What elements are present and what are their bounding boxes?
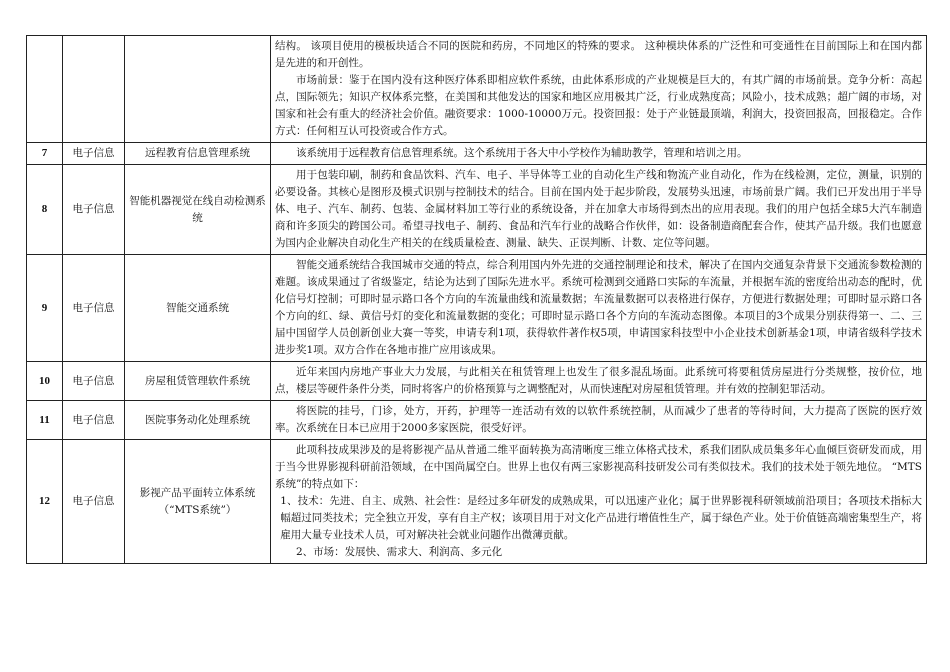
row-number: 10 <box>27 362 63 401</box>
project-description <box>271 401 927 440</box>
description-paragraph: 市场前景：鉴于在国内没有这种医疗体系即相应软件系统，由此体系形成的产业规模是巨大的，有其广阔的市场前景。竞争分析：高起点，国际领先；知识产权体系完整，在美国和其他发达的国家和地区应用极其广泛，行业成熟度高；风险小，技术成熟；超广阔的市场，对国家和社会有重大的经济社会价值。融资要求：1000-10000万元。投资回报：处于产业链最顶端，利润大，投资回报高，回报稳定。合作方式：任何相互认可投资或合作方式。 <box>275 74 922 137</box>
table-row <box>27 143 927 165</box>
row-number: 12 <box>27 440 63 564</box>
description-paragraph: 近年来国内房地产事业大力发展，与此相关在租赁管理上也发生了很多混乱场面。此系统可将要租赁房屋进行分类规整，按价位，地点，楼层等硬件条件分类，同时将客户的价格预算与之调整配对，从而快速配对房屋租赁管理。并有效的控制犯罪活动。 <box>275 366 922 395</box>
description-paragraph: 结构。 该项目使用的模板块适合不同的医院和药房，不同地区的特殊的要求。 这种模块体系的广泛性和可变通性在目前国际上和在国内都是先进的和开创性。 <box>275 40 922 69</box>
project-description <box>271 440 927 564</box>
project-name: 智能交通系统 <box>125 255 271 362</box>
table-row <box>27 401 927 440</box>
row-category: 电子信息 <box>63 143 125 165</box>
row-number: 8 <box>27 165 63 255</box>
description-paragraph: 将医院的挂号，门诊，处方，开药，护理等一连活动有效的以软件系统控制，从而减少了患者的等待时间，大力提高了医院的医疗效率。次系统在日本已应用于2000多家医院，很受好评。 <box>275 405 922 434</box>
table-row <box>27 165 927 255</box>
project-name: 远程教育信息管理系统 <box>125 143 271 165</box>
row-number <box>27 36 63 143</box>
description-paragraph: 该系统用于远程教育信息管理系统。这个系统用于各大中小学校作为辅助教学，管理和培训之用。 <box>296 147 748 159</box>
row-number: 11 <box>27 401 63 440</box>
row-category: 电子信息 <box>63 440 125 564</box>
project-name: 医院事务动化处理系统 <box>125 401 271 440</box>
row-category: 电子信息 <box>63 362 125 401</box>
project-description <box>271 36 927 143</box>
project-name: 房屋租赁管理软件系统 <box>125 362 271 401</box>
project-description <box>271 362 927 401</box>
table-row <box>27 255 927 362</box>
table-row <box>27 362 927 401</box>
project-description <box>271 143 927 165</box>
row-category: 电子信息 <box>63 165 125 255</box>
row-category <box>63 36 125 143</box>
row-category: 电子信息 <box>63 255 125 362</box>
description-paragraph: 用于包装印刷，制药和食品饮料、汽车、电子、半导体等工业的自动化生产线和物流产业自动化，作为在线检测，定位，测量，识别的必要设备。其核心是图形及模式识别与控制技术的结合。目前在国内处于起步阶段，发展势头迅速，市场前景广阔。我们已开发出用于半导体、电子、汽车、制药、包装、金属材料加工等行业的系统设备，并在加拿大市场得到杰出的应用表现。我们的用户包括全球5大汽车制造商和许多顶尖的跨国公司。希望寻找电子、制药、食品和汽车行业的战略合作伙伴，如：设备制造商配套合作，使其产品升级。我们也愿意为国内企业解决自动化生产相关的在线质量检查、测量、缺失、正误判断、计数、定位等问题。 <box>275 169 922 249</box>
project-table <box>26 35 927 564</box>
project-name <box>125 36 271 143</box>
project-description <box>271 255 927 362</box>
description-paragraph: 1、技术：先进、自主、成熟、社会性：是经过多年研发的成熟成果，可以迅速产业化；属于世界影视科研领域前沿项目；各项技术指标大幅超过同类技术；完全独立开发，享有自主产权；该项目用于对文化产品进行增值性生产，属于绿色产业。处于价值链高端密集型生产，将雇用大量专业技术人员，可对解决社会就业问题作出微薄贡献。 <box>280 495 922 541</box>
project-name: 影视产品平面转立体系统（“MTS系统”） <box>125 440 271 564</box>
row-category: 电子信息 <box>63 401 125 440</box>
description-paragraph: 此项科技成果涉及的是将影视产品从普通二维平面转换为高清晰度三维立体格式技术，系我们团队成员集多年心血倾巨资研发而成，用于当今世界影视科研前沿领域，在中国尚属空白。世界上也仅有两三家影视高科技研发公司有类似技术。我们的技术处于领先地位。 “MTS系统”的特点如下： <box>275 444 922 490</box>
table-row <box>27 36 927 143</box>
description-paragraph: 智能交通系统结合我国城市交通的特点，综合利用国内外先进的交通控制理论和技术，解决了在国内交通复杂背景下交通流参数检测的难题。该成果通过了省级鉴定，结论为达到了国际先进水平。系统可检测到交通路口实际的车流量，并根据车流的密度给出动态的配时，优化信号灯控制；可即时显示路口各个方向的车流量曲线和流量数据；车流量数据可以表格进行保存，方便进行数据处理；可即时显示路口各个方向的红、绿、黄信号灯的变化和流量数据的变化；可即时显示路口各个方向的车流动态图像。本项目的3个成果分别获得第一、二、三届中国留学人员创新创业大赛一等奖，申请专利1项，获得软件著作权5项，申请国家科技型中小企业技术创新基金1项，申请省级科学技术进步奖1项。双方合作在各地市推广应用该成果。 <box>275 259 922 356</box>
project-name: 智能机器视觉在线自动检测系统 <box>125 165 271 255</box>
row-number: 7 <box>27 143 63 165</box>
description-paragraph: 2、市场：发展快、需求大、利润高、多元化 <box>296 546 503 558</box>
row-number: 9 <box>27 255 63 362</box>
project-description <box>271 165 927 255</box>
table-row <box>27 440 927 564</box>
